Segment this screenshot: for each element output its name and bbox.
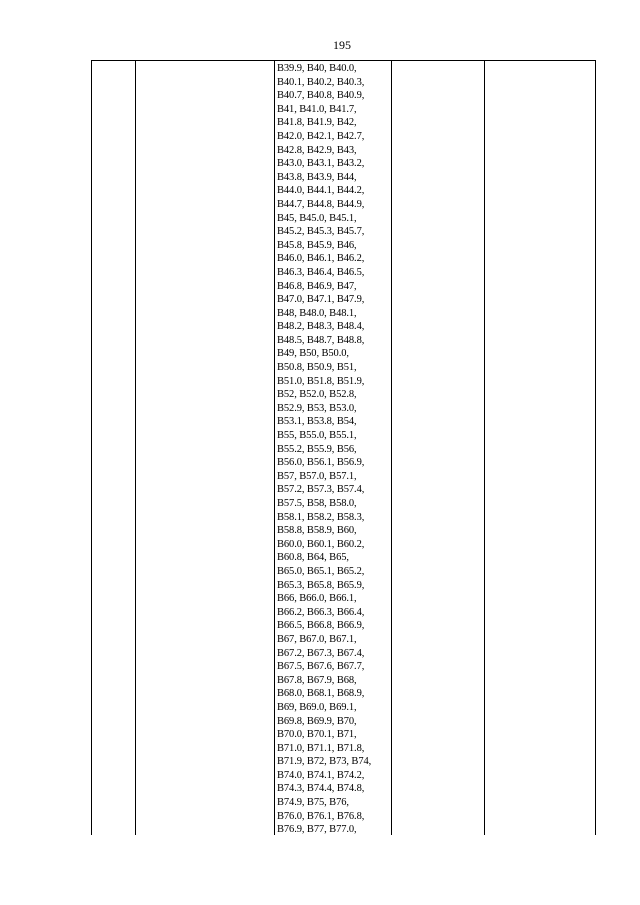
code-line: B65.0, B65.1, B65.2, (277, 565, 365, 577)
code-line: B46.3, B46.4, B46.5, (277, 266, 365, 278)
code-line: B58.8, B58.9, B60, (277, 525, 357, 537)
code-line: B71.0, B71.1, B71.8, (277, 742, 365, 754)
page-number: 195 (333, 38, 351, 52)
document-table (91, 60, 596, 835)
code-line: B50.8, B50.9, B51, (277, 362, 357, 374)
code-line: B55, B55.0, B55.1, (277, 430, 357, 442)
code-line: B43.0, B43.1, B43.2, (277, 158, 365, 170)
code-line: B42.8, B42.9, B43, (277, 144, 357, 156)
code-line: B60.8, B64, B65, (277, 552, 349, 564)
table-cell-diagnosis-codes (275, 61, 392, 835)
code-line: B60.0, B60.1, B60.2, (277, 538, 365, 550)
code-line: B71.9, B72, B73, B74, (277, 756, 372, 768)
table-cell-column-4 (392, 61, 485, 835)
code-line: B52, B52.0, B52.8, (277, 389, 357, 401)
code-line: B47.0, B47.1, B47.9, (277, 294, 365, 306)
code-line: B45.2, B45.3, B45.7, (277, 226, 365, 238)
code-line: B76.0, B76.1, B76.8, (277, 810, 365, 822)
code-line: B53.1, B53.8, B54, (277, 416, 357, 428)
code-line: B67.5, B67.6, B67.7, (277, 661, 365, 673)
code-line: B45, B45.0, B45.1, (277, 212, 357, 224)
code-line: B52.9, B53, B53.0, (277, 402, 357, 414)
code-line: B55.2, B55.9, B56, (277, 443, 357, 455)
code-line: B76.9, B77, B77.0, (277, 824, 357, 836)
table-cell-column-5 (485, 61, 595, 835)
code-line: B46.0, B46.1, B46.2, (277, 253, 365, 265)
code-line: B45.8, B45.9, B46, (277, 239, 357, 251)
code-line: B48.5, B48.7, B48.8, (277, 334, 365, 346)
code-line: B43.8, B43.9, B44, (277, 171, 357, 183)
code-line: B69.8, B69.9, B70, (277, 715, 357, 727)
code-line: B74.3, B74.4, B74.8, (277, 783, 365, 795)
code-line: B67, B67.0, B67.1, (277, 633, 357, 645)
code-line: B66.2, B66.3, B66.4, (277, 606, 365, 618)
code-line: B74.0, B74.1, B74.2, (277, 769, 365, 781)
code-line: B48, B48.0, B48.1, (277, 307, 357, 319)
code-line: B42.0, B42.1, B42.7, (277, 130, 365, 142)
code-line: B58.1, B58.2, B58.3, (277, 511, 365, 523)
code-line: B65.3, B65.8, B65.9, (277, 579, 365, 591)
code-line: B74.9, B75, B76, (277, 797, 349, 809)
code-line: B48.2, B48.3, B48.4, (277, 321, 365, 333)
code-line: B49, B50, B50.0, (277, 348, 349, 360)
code-line: B39.9, B40, B40.0, (277, 63, 357, 74)
code-line: B70.0, B70.1, B71, (277, 729, 357, 741)
code-line: B66.5, B66.8, B66.9, (277, 620, 365, 632)
code-line: B57.5, B58, B58.0, (277, 498, 357, 509)
code-line: B40.1, B40.2, B40.3, (277, 76, 365, 88)
code-line: B66, B66.0, B66.1, (277, 593, 357, 605)
code-line: B41.8, B41.9, B42, (277, 117, 357, 129)
code-line: B40.7, B40.8, B40.9, (277, 90, 365, 102)
code-line: B67.2, B67.3, B67.4, (277, 647, 365, 659)
code-line: B67.8, B67.9, B68, (277, 674, 357, 686)
code-line: B57, B57.0, B57.1, (277, 470, 357, 482)
code-line: B57.2, B57.3, B57.4, (277, 484, 365, 496)
code-line: B69, B69.0, B69.1, (277, 701, 357, 713)
code-line: B56.0, B56.1, B56.9, (277, 457, 365, 469)
code-line: B44.0, B44.1, B44.2, (277, 185, 365, 197)
code-line: B46.8, B46.9, B47, (277, 280, 357, 292)
diagnosis-code-list (277, 62, 391, 837)
code-line: B41, B41.0, B41.7, (277, 103, 357, 115)
table-cell-column-2 (136, 61, 275, 835)
code-line: B68.0, B68.1, B68.9, (277, 688, 365, 700)
table-cell-column-1 (92, 61, 136, 835)
code-line: B44.7, B44.8, B44.9, (277, 198, 365, 210)
code-line: B51.0, B51.8, B51.9, (277, 375, 365, 387)
